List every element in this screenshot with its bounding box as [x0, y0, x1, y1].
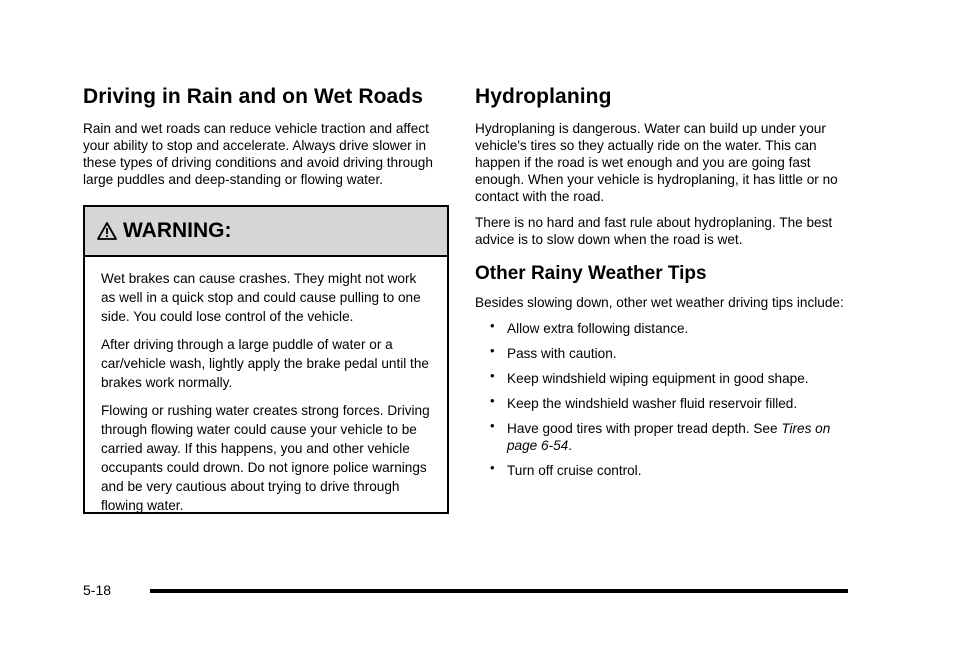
left-column	[83, 84, 451, 197]
bullet-icon: •	[490, 418, 495, 433]
tips-intro-paragraph: Besides slowing down, other wet weather driving tips include:	[475, 295, 844, 310]
warning-paragraph: Flowing or rushing water creates strong forces. Driving through flowing water could cause your vehicle to be carried away. If this happens, you and other vehicle occupants could drown. Do not ignore police warnings and be very cautious about trying to drive through flowing water.	[101, 403, 430, 513]
section-title-rainy-tips: Other Rainy Weather Tips	[475, 263, 707, 284]
section-title-rain: Driving in Rain and on Wet Roads	[83, 85, 423, 108]
tip-text: Have good tires with proper tread depth. See	[507, 421, 782, 436]
rain-intro-paragraph: Rain and wet roads can reduce vehicle traction and affect your ability to stop and accelerate. Always drive slower in these types of driving conditions and avoid driving through large puddles and deep-standing or flowing water.	[83, 121, 433, 187]
tip-text-end: .	[568, 438, 573, 453]
bullet-icon: •	[490, 393, 495, 408]
list-item	[475, 320, 847, 337]
warning-triangle-icon	[97, 221, 117, 241]
tips-list	[475, 320, 847, 479]
section-title-hydroplaning: Hydroplaning	[475, 85, 612, 108]
hydroplaning-paragraph: There is no hard and fast rule about hydroplaning. The best advice is to slow down when the road is wet.	[475, 215, 833, 247]
bullet-icon: •	[490, 318, 495, 333]
warning-paragraph: Wet brakes can cause crashes. They might not work as well in a quick stop and could cause pulling to one side. You could lose control of the vehicle.	[101, 271, 421, 324]
list-item	[475, 420, 847, 454]
list-item	[475, 370, 847, 387]
list-item	[475, 462, 847, 479]
hydroplaning-paragraph: Hydroplaning is dangerous. Water can build up under your vehicle's tires so they actually ride on the water. This can happen if the road is wet enough and you are going fast enough. When your vehicle is hydroplaning, it has little or no contact with the road.	[475, 121, 838, 204]
tip-text: Pass with caution.	[507, 346, 617, 361]
right-column	[475, 84, 847, 487]
tip-text: Keep the windshield washer fluid reservoir filled.	[507, 396, 798, 411]
page-number: 5-18	[83, 582, 112, 598]
bullet-icon: •	[490, 343, 495, 358]
warning-paragraph: After driving through a large puddle of water or a car/vehicle wash, lightly apply the brake pedal until the brakes work normally.	[101, 337, 429, 390]
bullet-icon: •	[490, 368, 495, 383]
list-item	[475, 345, 847, 362]
warning-header	[85, 207, 447, 257]
tip-text: Keep windshield wiping equipment in good shape.	[507, 371, 809, 386]
list-item	[475, 395, 847, 412]
tires-page-link[interactable]: Tires on page 6-54	[507, 421, 831, 453]
bullet-icon: •	[490, 460, 495, 475]
tip-text: Allow extra following distance.	[507, 321, 689, 336]
warning-body	[85, 257, 447, 515]
tip-text: Turn off cruise control.	[507, 463, 642, 478]
footer-divider	[150, 589, 848, 593]
warning-title: WARNING:	[123, 219, 232, 242]
warning-box	[83, 205, 449, 514]
